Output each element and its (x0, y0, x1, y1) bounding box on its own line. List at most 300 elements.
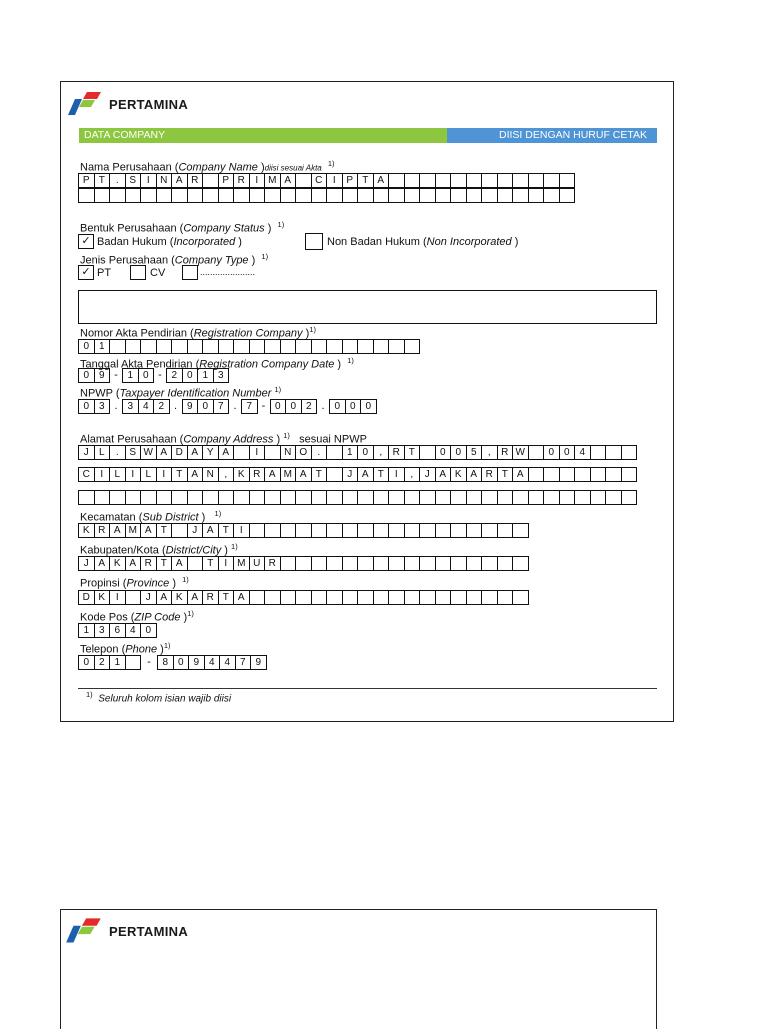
char-cell[interactable]: I (249, 173, 266, 188)
char-cell[interactable] (419, 490, 436, 505)
char-cell[interactable] (187, 188, 204, 203)
char-cell[interactable]: A (357, 467, 374, 482)
char-cell[interactable] (481, 490, 498, 505)
province-row[interactable] (78, 590, 529, 605)
char-cell[interactable] (528, 467, 545, 482)
npwp-group[interactable] (270, 399, 318, 414)
char-cell[interactable]: A (187, 590, 204, 605)
char-cell[interactable]: A (466, 467, 483, 482)
char-cell[interactable]: 3 (94, 399, 111, 414)
char-cell[interactable]: K (78, 523, 95, 538)
char-cell[interactable]: T (171, 467, 188, 482)
incorporated-checkbox[interactable]: ✓ (78, 234, 94, 249)
char-cell[interactable] (435, 590, 452, 605)
char-cell[interactable]: 3 (213, 368, 230, 383)
char-cell[interactable]: P (218, 173, 235, 188)
char-cell[interactable]: 9 (94, 368, 111, 383)
char-cell[interactable] (481, 523, 498, 538)
char-cell[interactable] (481, 173, 498, 188)
char-cell[interactable] (218, 339, 235, 354)
char-cell[interactable] (326, 490, 343, 505)
char-cell[interactable] (404, 173, 421, 188)
char-cell[interactable] (233, 188, 250, 203)
char-cell[interactable] (590, 490, 607, 505)
char-cell[interactable] (357, 188, 374, 203)
char-cell[interactable] (249, 490, 266, 505)
char-cell[interactable] (109, 339, 126, 354)
char-cell[interactable]: D (78, 590, 95, 605)
char-cell[interactable]: 4 (125, 623, 142, 638)
char-cell[interactable] (202, 173, 219, 188)
char-cell[interactable] (156, 188, 173, 203)
reg-date-month[interactable] (122, 368, 154, 383)
char-cell[interactable]: N (280, 445, 297, 460)
char-cell[interactable]: T (156, 556, 173, 571)
char-cell[interactable] (388, 523, 405, 538)
sub-district-row[interactable] (78, 523, 529, 538)
char-cell[interactable]: A (187, 445, 204, 460)
char-cell[interactable]: A (94, 556, 111, 571)
char-cell[interactable]: 4 (138, 399, 155, 414)
char-cell[interactable]: 9 (182, 399, 199, 414)
char-cell[interactable] (419, 556, 436, 571)
char-cell[interactable]: A (109, 523, 126, 538)
char-cell[interactable] (342, 523, 359, 538)
char-cell[interactable] (528, 490, 545, 505)
char-cell[interactable]: M (264, 173, 281, 188)
char-cell[interactable]: 0 (345, 399, 362, 414)
registration-number-row[interactable] (78, 339, 420, 354)
char-cell[interactable] (78, 188, 95, 203)
npwp-group[interactable] (78, 399, 110, 414)
char-cell[interactable] (342, 590, 359, 605)
char-cell[interactable] (404, 490, 421, 505)
char-cell[interactable]: 6 (109, 623, 126, 638)
char-cell[interactable]: . (311, 445, 328, 460)
char-cell[interactable]: 2 (301, 399, 318, 414)
npwp-group[interactable] (122, 399, 170, 414)
char-cell[interactable]: 1 (342, 445, 359, 460)
char-cell[interactable] (125, 590, 142, 605)
registration-date-row[interactable] (78, 368, 229, 383)
char-cell[interactable]: T (218, 523, 235, 538)
address-row-2[interactable] (78, 467, 637, 482)
char-cell[interactable]: T (94, 173, 111, 188)
non-incorporated-checkbox[interactable] (305, 233, 323, 250)
char-cell[interactable]: I (233, 523, 250, 538)
char-cell[interactable]: 2 (153, 399, 170, 414)
char-cell[interactable]: A (125, 556, 142, 571)
char-cell[interactable]: W (140, 445, 157, 460)
char-cell[interactable]: 3 (122, 399, 139, 414)
char-cell[interactable]: 0 (78, 399, 95, 414)
char-cell[interactable] (311, 556, 328, 571)
char-cell[interactable] (435, 173, 452, 188)
char-cell[interactable] (280, 523, 297, 538)
char-cell[interactable] (280, 590, 297, 605)
char-cell[interactable] (528, 188, 545, 203)
char-cell[interactable] (326, 339, 343, 354)
char-cell[interactable] (388, 490, 405, 505)
char-cell[interactable] (109, 188, 126, 203)
char-cell[interactable] (171, 523, 188, 538)
char-cell[interactable] (357, 490, 374, 505)
char-cell[interactable] (249, 590, 266, 605)
char-cell[interactable] (419, 590, 436, 605)
char-cell[interactable] (264, 188, 281, 203)
char-cell[interactable] (373, 339, 390, 354)
char-cell[interactable]: J (78, 556, 95, 571)
char-cell[interactable]: I (125, 467, 142, 482)
company-name-row-1[interactable] (78, 173, 575, 188)
char-cell[interactable]: 5 (466, 445, 483, 460)
char-cell[interactable]: K (171, 590, 188, 605)
char-cell[interactable]: J (342, 467, 359, 482)
char-cell[interactable]: T (357, 173, 374, 188)
char-cell[interactable] (357, 523, 374, 538)
char-cell[interactable]: 0 (197, 399, 214, 414)
char-cell[interactable] (295, 590, 312, 605)
char-cell[interactable]: T (311, 467, 328, 482)
char-cell[interactable] (404, 188, 421, 203)
char-cell[interactable]: 0 (270, 399, 287, 414)
char-cell[interactable] (528, 173, 545, 188)
char-cell[interactable] (140, 339, 157, 354)
char-cell[interactable]: I (326, 173, 343, 188)
type-pt-checkbox[interactable]: ✓ (78, 265, 94, 280)
char-cell[interactable]: J (140, 590, 157, 605)
char-cell[interactable] (326, 590, 343, 605)
char-cell[interactable]: A (202, 523, 219, 538)
char-cell[interactable]: 0 (360, 399, 377, 414)
char-cell[interactable]: A (512, 467, 529, 482)
char-cell[interactable] (621, 490, 638, 505)
char-cell[interactable] (543, 188, 560, 203)
char-cell[interactable] (140, 490, 157, 505)
char-cell[interactable]: W (512, 445, 529, 460)
char-cell[interactable]: I (249, 445, 266, 460)
char-cell[interactable]: I (140, 173, 157, 188)
type-other-checkbox[interactable] (182, 265, 198, 280)
char-cell[interactable] (512, 523, 529, 538)
char-cell[interactable] (233, 445, 250, 460)
char-cell[interactable]: A (373, 173, 390, 188)
city-row[interactable] (78, 556, 529, 571)
char-cell[interactable] (450, 523, 467, 538)
char-cell[interactable]: A (156, 590, 173, 605)
char-cell[interactable] (218, 188, 235, 203)
char-cell[interactable] (590, 467, 607, 482)
char-cell[interactable]: R (481, 467, 498, 482)
char-cell[interactable] (264, 490, 281, 505)
char-cell[interactable] (342, 556, 359, 571)
char-cell[interactable] (326, 523, 343, 538)
char-cell[interactable] (264, 523, 281, 538)
phone-row[interactable] (78, 655, 267, 670)
char-cell[interactable]: D (171, 445, 188, 460)
char-cell[interactable] (264, 339, 281, 354)
char-cell[interactable] (543, 467, 560, 482)
char-cell[interactable]: L (109, 467, 126, 482)
char-cell[interactable]: C (78, 467, 95, 482)
char-cell[interactable]: T (202, 556, 219, 571)
phone-area-code[interactable] (78, 655, 141, 670)
char-cell[interactable]: L (140, 467, 157, 482)
char-cell[interactable] (311, 590, 328, 605)
char-cell[interactable] (574, 490, 591, 505)
char-cell[interactable] (357, 590, 374, 605)
char-cell[interactable]: I (109, 590, 126, 605)
char-cell[interactable] (326, 188, 343, 203)
char-cell[interactable] (497, 188, 514, 203)
char-cell[interactable] (590, 445, 607, 460)
char-cell[interactable] (373, 188, 390, 203)
char-cell[interactable]: I (388, 467, 405, 482)
char-cell[interactable]: 4 (219, 655, 236, 670)
char-cell[interactable] (311, 490, 328, 505)
char-cell[interactable]: R (249, 467, 266, 482)
char-cell[interactable] (295, 556, 312, 571)
char-cell[interactable] (388, 339, 405, 354)
char-cell[interactable]: A (171, 173, 188, 188)
char-cell[interactable] (202, 339, 219, 354)
char-cell[interactable]: 0 (78, 655, 95, 670)
char-cell[interactable] (388, 188, 405, 203)
char-cell[interactable]: 0 (182, 368, 199, 383)
char-cell[interactable]: A (140, 523, 157, 538)
char-cell[interactable] (249, 188, 266, 203)
char-cell[interactable]: 8 (157, 655, 174, 670)
char-cell[interactable]: 2 (166, 368, 183, 383)
char-cell[interactable] (481, 590, 498, 605)
char-cell[interactable] (435, 188, 452, 203)
char-cell[interactable]: 0 (543, 445, 560, 460)
char-cell[interactable] (295, 490, 312, 505)
char-cell[interactable] (357, 556, 374, 571)
char-cell[interactable]: A (435, 467, 452, 482)
char-cell[interactable] (171, 339, 188, 354)
char-cell[interactable] (326, 445, 343, 460)
char-cell[interactable] (233, 490, 250, 505)
char-cell[interactable] (388, 556, 405, 571)
char-cell[interactable] (512, 490, 529, 505)
char-cell[interactable] (404, 556, 421, 571)
char-cell[interactable]: 0 (329, 399, 346, 414)
char-cell[interactable] (419, 445, 436, 460)
char-cell[interactable] (342, 188, 359, 203)
char-cell[interactable] (125, 490, 142, 505)
char-cell[interactable]: R (264, 556, 281, 571)
char-cell[interactable]: 0 (78, 368, 95, 383)
char-cell[interactable] (357, 339, 374, 354)
char-cell[interactable]: 1 (197, 368, 214, 383)
char-cell[interactable] (249, 339, 266, 354)
char-cell[interactable]: S (125, 173, 142, 188)
char-cell[interactable] (249, 523, 266, 538)
char-cell[interactable]: K (109, 556, 126, 571)
char-cell[interactable]: 0 (450, 445, 467, 460)
char-cell[interactable]: 3 (94, 623, 111, 638)
char-cell[interactable]: A (295, 467, 312, 482)
char-cell[interactable]: I (218, 556, 235, 571)
char-cell[interactable] (342, 339, 359, 354)
char-cell[interactable] (450, 173, 467, 188)
char-cell[interactable]: T (156, 523, 173, 538)
char-cell[interactable]: 0 (140, 623, 157, 638)
char-cell[interactable] (202, 490, 219, 505)
char-cell[interactable] (295, 173, 312, 188)
char-cell[interactable]: R (187, 173, 204, 188)
char-cell[interactable] (388, 173, 405, 188)
char-cell[interactable] (466, 173, 483, 188)
char-cell[interactable]: . (109, 445, 126, 460)
char-cell[interactable]: R (94, 523, 111, 538)
char-cell[interactable]: K (233, 467, 250, 482)
char-cell[interactable] (559, 188, 576, 203)
char-cell[interactable] (481, 556, 498, 571)
char-cell[interactable]: 9 (250, 655, 267, 670)
char-cell[interactable]: M (233, 556, 250, 571)
char-cell[interactable] (497, 590, 514, 605)
char-cell[interactable]: A (218, 445, 235, 460)
char-cell[interactable] (140, 188, 157, 203)
char-cell[interactable] (559, 173, 576, 188)
char-cell[interactable]: P (342, 173, 359, 188)
char-cell[interactable] (311, 523, 328, 538)
char-cell[interactable]: 0 (173, 655, 190, 670)
char-cell[interactable] (512, 590, 529, 605)
char-cell[interactable] (156, 490, 173, 505)
company-name-row-2[interactable] (78, 188, 575, 203)
char-cell[interactable] (605, 490, 622, 505)
char-cell[interactable] (295, 523, 312, 538)
char-cell[interactable] (450, 490, 467, 505)
char-cell[interactable] (109, 490, 126, 505)
char-cell[interactable]: 0 (559, 445, 576, 460)
char-cell[interactable] (435, 523, 452, 538)
char-cell[interactable] (450, 590, 467, 605)
char-cell[interactable]: S (125, 445, 142, 460)
char-cell[interactable]: R (497, 445, 514, 460)
char-cell[interactable]: 9 (188, 655, 205, 670)
char-cell[interactable] (419, 523, 436, 538)
char-cell[interactable] (419, 173, 436, 188)
char-cell[interactable] (326, 467, 343, 482)
char-cell[interactable]: . (109, 173, 126, 188)
address-row-1[interactable] (78, 445, 637, 460)
company-type-other-field[interactable] (78, 290, 657, 324)
char-cell[interactable] (528, 445, 545, 460)
char-cell[interactable]: 4 (574, 445, 591, 460)
char-cell[interactable] (295, 339, 312, 354)
char-cell[interactable] (574, 467, 591, 482)
char-cell[interactable]: R (140, 556, 157, 571)
char-cell[interactable] (311, 339, 328, 354)
char-cell[interactable] (621, 467, 638, 482)
char-cell[interactable] (404, 523, 421, 538)
char-cell[interactable] (435, 490, 452, 505)
char-cell[interactable]: 7 (213, 399, 230, 414)
char-cell[interactable]: A (280, 173, 297, 188)
char-cell[interactable]: N (156, 173, 173, 188)
char-cell[interactable] (497, 523, 514, 538)
char-cell[interactable] (466, 188, 483, 203)
char-cell[interactable]: I (94, 467, 111, 482)
char-cell[interactable]: A (264, 467, 281, 482)
char-cell[interactable] (202, 188, 219, 203)
char-cell[interactable]: 1 (122, 368, 139, 383)
char-cell[interactable] (373, 490, 390, 505)
char-cell[interactable] (125, 188, 142, 203)
char-cell[interactable] (621, 445, 638, 460)
char-cell[interactable] (466, 490, 483, 505)
npwp-group[interactable] (329, 399, 377, 414)
char-cell[interactable] (435, 556, 452, 571)
char-cell[interactable] (605, 445, 622, 460)
char-cell[interactable] (156, 339, 173, 354)
char-cell[interactable]: O (295, 445, 312, 460)
zip-row[interactable] (78, 623, 157, 638)
char-cell[interactable]: , (481, 445, 498, 460)
char-cell[interactable] (450, 556, 467, 571)
char-cell[interactable]: , (404, 467, 421, 482)
char-cell[interactable]: C (311, 173, 328, 188)
char-cell[interactable] (373, 590, 390, 605)
char-cell[interactable] (233, 339, 250, 354)
char-cell[interactable]: 7 (241, 399, 258, 414)
char-cell[interactable] (342, 490, 359, 505)
char-cell[interactable] (512, 188, 529, 203)
char-cell[interactable]: 2 (94, 655, 111, 670)
char-cell[interactable]: 1 (109, 655, 126, 670)
char-cell[interactable] (497, 490, 514, 505)
char-cell[interactable]: N (202, 467, 219, 482)
char-cell[interactable]: T (497, 467, 514, 482)
char-cell[interactable]: R (233, 173, 250, 188)
char-cell[interactable]: A (156, 445, 173, 460)
char-cell[interactable] (280, 339, 297, 354)
char-cell[interactable] (419, 188, 436, 203)
char-cell[interactable] (512, 173, 529, 188)
char-cell[interactable] (559, 490, 576, 505)
char-cell[interactable] (605, 467, 622, 482)
char-cell[interactable] (543, 490, 560, 505)
address-row-3[interactable] (78, 490, 637, 505)
char-cell[interactable] (450, 188, 467, 203)
char-cell[interactable]: 0 (285, 399, 302, 414)
char-cell[interactable]: M (125, 523, 142, 538)
char-cell[interactable]: K (94, 590, 111, 605)
char-cell[interactable]: L (94, 445, 111, 460)
char-cell[interactable]: 4 (204, 655, 221, 670)
char-cell[interactable] (187, 490, 204, 505)
char-cell[interactable]: M (280, 467, 297, 482)
npwp-row[interactable] (78, 399, 377, 414)
char-cell[interactable]: U (249, 556, 266, 571)
char-cell[interactable] (94, 490, 111, 505)
char-cell[interactable] (171, 490, 188, 505)
char-cell[interactable] (280, 490, 297, 505)
char-cell[interactable]: 0 (435, 445, 452, 460)
char-cell[interactable] (373, 523, 390, 538)
char-cell[interactable]: I (156, 467, 173, 482)
char-cell[interactable] (94, 188, 111, 203)
type-cv-checkbox[interactable] (130, 265, 146, 280)
char-cell[interactable] (280, 188, 297, 203)
char-cell[interactable] (466, 590, 483, 605)
reg-date-year[interactable] (166, 368, 229, 383)
char-cell[interactable]: T (404, 445, 421, 460)
